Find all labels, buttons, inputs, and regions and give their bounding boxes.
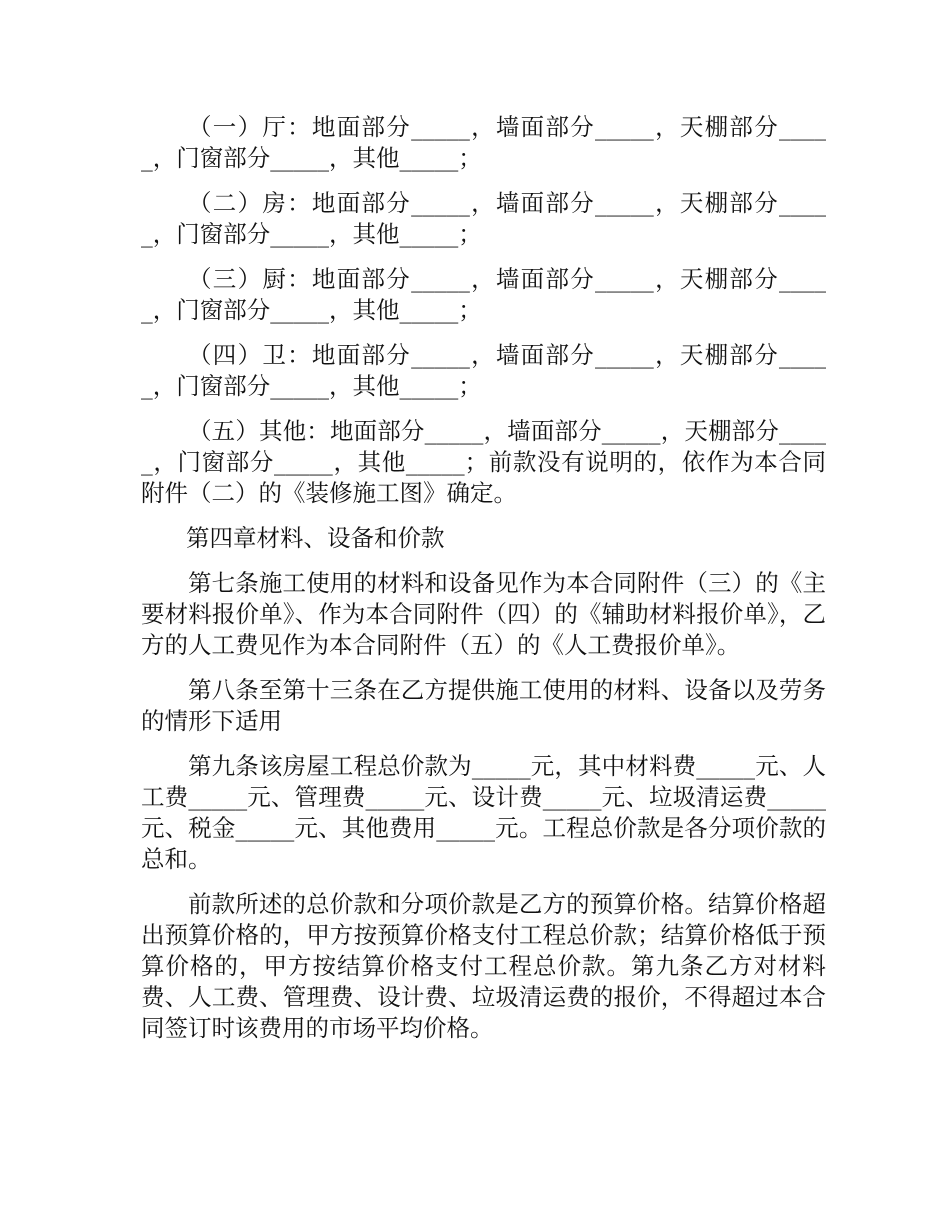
document-body bbox=[141, 112, 826, 1058]
clause-other: （五）其他：地面部分_____，墙面部分_____，天棚部分_____，门窗部分_____，其他_____；前款没有说明的，依作为本合同附件（二）的《装修施工图》确定。 bbox=[141, 417, 826, 507]
article-7: 第七条施工使用的材料和设备见作为本合同附件（三）的《主要材料报价单》、作为本合同附件（四）的《辅助材料报价单》，乙方的人工费见作为本合同附件（五）的《人工费报价单》。 bbox=[141, 569, 826, 659]
clause-hall: （一）厅：地面部分_____，墙面部分_____，天棚部分_____，门窗部分_____，其他_____； bbox=[141, 113, 826, 172]
article-9-budget-note: 前款所述的总价款和分项价款是乙方的预算价格。结算价格超出预算价格的，甲方按预算价格支付工程总价款；结算价格低于预算价格的，甲方按结算价格支付工程总价款。第九条乙方对材料费、人工费、管理费、设计费、垃圾清运费的报价，不得超过本合同签订时该费用的市场平均价格。 bbox=[141, 890, 826, 1042]
clause-room: （二）房：地面部分_____，墙面部分_____，天棚部分_____，门窗部分_____，其他_____； bbox=[141, 189, 826, 248]
chapter-heading: 第四章材料、设备和价款 bbox=[186, 524, 445, 552]
clause-bathroom: （四）卫：地面部分_____，墙面部分_____，天棚部分_____，门窗部分_____，其他_____； bbox=[141, 341, 826, 400]
clause-kitchen: （三）厨：地面部分_____，墙面部分_____，天棚部分_____，门窗部分_____，其他_____； bbox=[141, 265, 826, 324]
article-9: 第九条该房屋工程总价款为_____元，其中材料费_____元、人工费_____元、管理费_____元、设计费_____元、垃圾清运费_____元、税金_____元、其他费用_____元。工程总价款是各分项价款的总和。 bbox=[141, 752, 826, 873]
article-8-13-note: 第八条至第十三条在乙方提供施工使用的材料、设备以及劳务的情形下适用 bbox=[141, 676, 826, 735]
